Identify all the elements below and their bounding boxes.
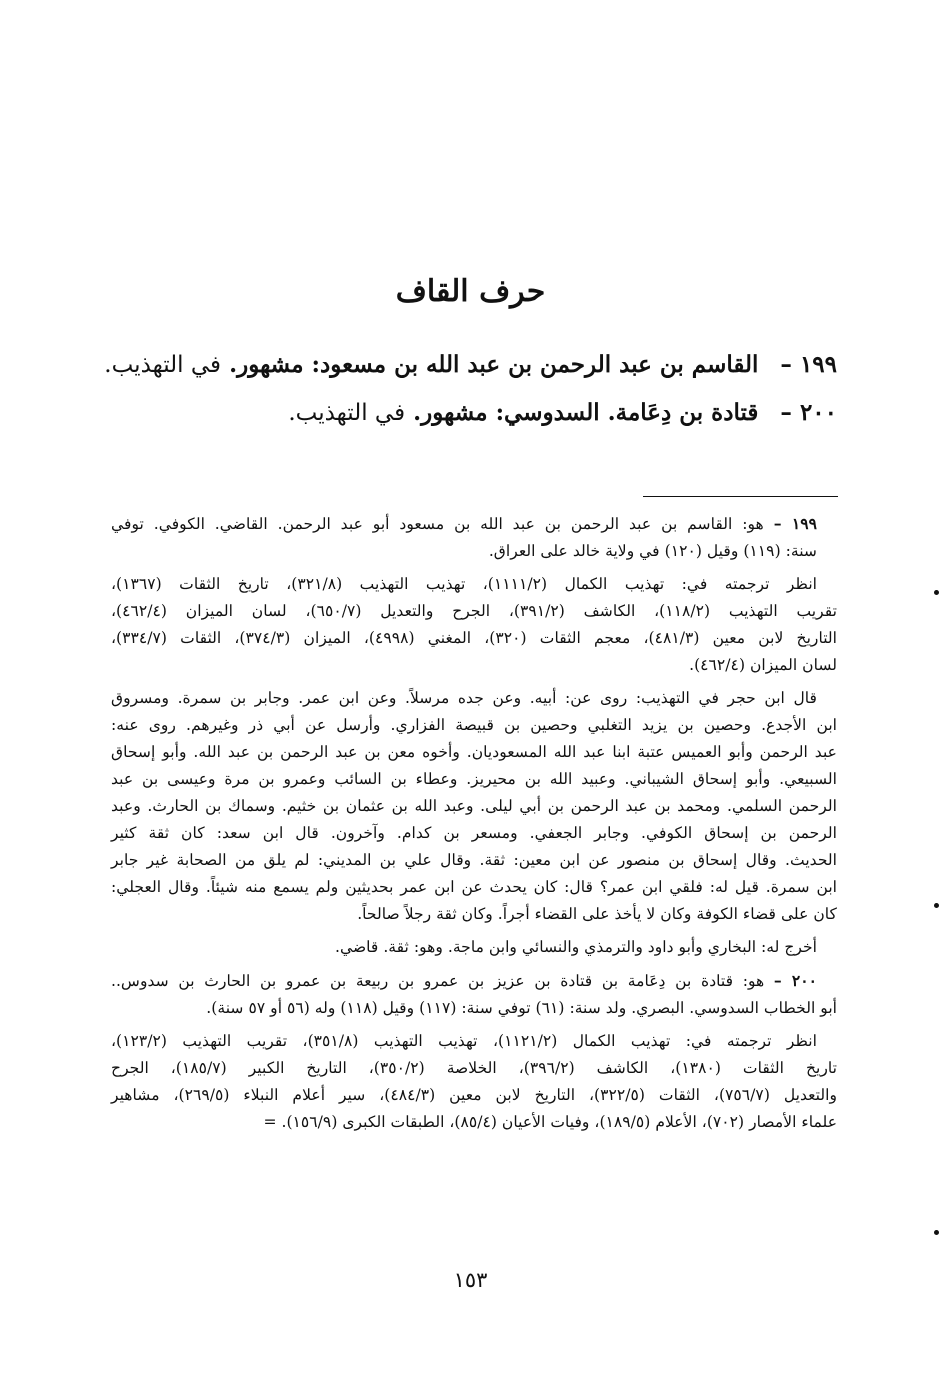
footnote-line: انظر ترجمته في: تهذيب الكمال (١١٢١/٢)، تهذيب التهذيب (٣٥١/٨)، تقريب التهذيب (١٢٣/٢)، <box>111 1032 817 1050</box>
footnote-line: أبو الخطاب السدوسي. البصري. ولد سنة: (٦١) توفي سنة: (١١٧) وقيل (١١٨) وله (٥٦ أو ٥٧ سنة). <box>206 999 837 1017</box>
footnote-text: هو: قتادة بن دِعَامة بن قتادة بن عزيز بن عمرو بن ربيعة بن عمرو بن الحارث بن سدوس.. <box>111 972 765 990</box>
footnote-line <box>111 510 817 538</box>
chapter-title: حرف القاف <box>395 274 546 309</box>
footnote-number: ٢٠٠ – <box>773 971 817 990</box>
footnote-line: سنة: (١١٩) وقيل (١٢٠) في ولاية خالد على العراق. <box>488 542 817 560</box>
footnote-line: الرحمن السلمي. ومحمد بن عبد الرحمن بن أبي ليلى. وعبد الله بن عثمان بن خثيم. وسماك بن الحارث. وعبد <box>111 797 837 815</box>
footnote-line: التاريخ لابن معين (٤٨١/٣)، معجم الثقات (٣٢٠)، المغني (٤٩٩٨)، الميزان (٣٧٤/٣)، الثقات (٣٣٤/٧)، <box>111 629 837 647</box>
footnote-paragraph <box>111 934 837 961</box>
footnote-line: تقريب التهذيب (١١٨/٢)، الكاشف (٣٩١/٢)، الجرح والتعديل (٦٥٠/٧)، لسان الميزان (٤٦٢/٤)، <box>111 602 837 620</box>
footnote-line: انظر ترجمته في: تهذيب الكمال (١١١١/٢)، تهذيب التهذيب (٣٢١/٨)، تاريخ الثقات (١٣٦٧)، <box>111 575 817 593</box>
footnote-line: ابن سمرة. قيل له: فلقي ابن عمر؟ قال: كان يحدث عن ابن عمر بحديثين ولم يسمع منه شيئاً. وقال العجلي: <box>111 878 837 896</box>
footnote-line: ابن الأجدع. وحصين بن يزيد التغلبي وحصين بن قبيصة الفزاري. وأرسل عن أبي ذر وغيرهم. روى عنه: <box>111 716 837 734</box>
footnote-200 <box>111 967 837 1136</box>
entry-200 <box>77 398 837 428</box>
footnotes <box>111 510 837 1142</box>
entry-number: ١٩٩ – <box>780 351 837 378</box>
entry-note: في التهذيب. <box>288 400 406 426</box>
footnote-line <box>111 967 837 995</box>
footnote-line: كان على قضاء الكوفة وكان لا يأخذ على القضاء أجراً. وكان ثقة رجلاً صالحاً. <box>357 905 837 923</box>
scan-speck <box>934 590 939 595</box>
footnote-number: ١٩٩ – <box>773 514 817 533</box>
footnote-line: تاريخ الثقات (١٣٨٠)، الكاشف (٣٩٦/٢)، الخلاصة (٣٥٠/٢)، التاريخ الكبير (١٨٥/٧)، الجرح <box>111 1059 837 1077</box>
footnote-line: قال ابن حجر في التهذيب: روى عن: أبيه. وعن جده مرسلاً. وعن ابن عمر. وجابر بن سمرة. ومسروق <box>111 689 817 707</box>
entry-199 <box>77 350 837 380</box>
footnote-line: أخرج له: البخاري وأبو داود والترمذي والنسائي وابن ماجة. وهو: ثقة. قاضي. <box>334 938 817 956</box>
footnote-line: عبد الرحمن وأبو العميس عتبة ابنا عبد الله المسعوديان. وأخوه معن بن عبد الرحمن بن عبد الله. وأبو إسحاق <box>111 743 837 761</box>
footnote-line: السبيعي. وأبو إسحاق الشيباني. وعبيد الله بن محيريز. وعطاء بن السائب وعمرو بن مرة وعيسى بن عبد <box>111 770 837 788</box>
footnote-line: الرحمن بن إسحاق الكوفي. وجابر الجعفي. ومسعر بن كدام. وآخرون. قال ابن سعد: كان ثقة كثير <box>111 824 837 842</box>
footnote-line: والتعديل (٧٥٦/٧)، الثقات (٣٢٢/٥)، التاريخ لابن معين (٤٨٤/٣)، سير أعلام النبلاء (٢٦٩/٥)، مشاهير <box>111 1086 838 1104</box>
entry-note: في التهذيب. <box>104 352 222 378</box>
footnote-separator <box>643 496 838 497</box>
footnote-text: هو: القاسم بن عبد الرحمن بن عبد الله بن مسعود أبو عبد الرحمن. القاضي. الكوفي. توفي <box>111 515 764 533</box>
footnote-line: علماء الأمصار (٧٠٢)، الأعلام (١٨٩/٥)، وفيات الأعيان (٨٥/٤)، الطبقات الكبرى (١٥٦/٩). = <box>263 1113 837 1131</box>
footnote-paragraph <box>111 510 837 565</box>
scan-speck <box>934 903 939 908</box>
footnote-paragraph <box>111 1028 837 1136</box>
entry-name: قتادة بن دِعَامة. السدوسي: مشهور. <box>413 399 759 426</box>
footnote-paragraph <box>111 967 837 1022</box>
footnote-paragraph <box>111 685 837 928</box>
footnote-line: لسان الميزان (٤٦٢/٤). <box>689 656 837 674</box>
main-entries <box>77 350 837 446</box>
scan-speck <box>934 1230 939 1235</box>
page-number: ١٥٣ <box>453 1268 488 1292</box>
footnote-199 <box>111 510 837 961</box>
footnote-line: الحديث. وقال إسحاق بن منصور عن ابن معين: ثقة. وقال علي بن المديني: لم يلق من الصحابة غير جابر <box>111 851 837 869</box>
footnote-paragraph <box>111 571 837 679</box>
entry-name: القاسم بن عبد الرحمن بن عبد الله بن مسعود: مشهور. <box>229 351 759 378</box>
entry-number: ٢٠٠ – <box>780 399 837 426</box>
